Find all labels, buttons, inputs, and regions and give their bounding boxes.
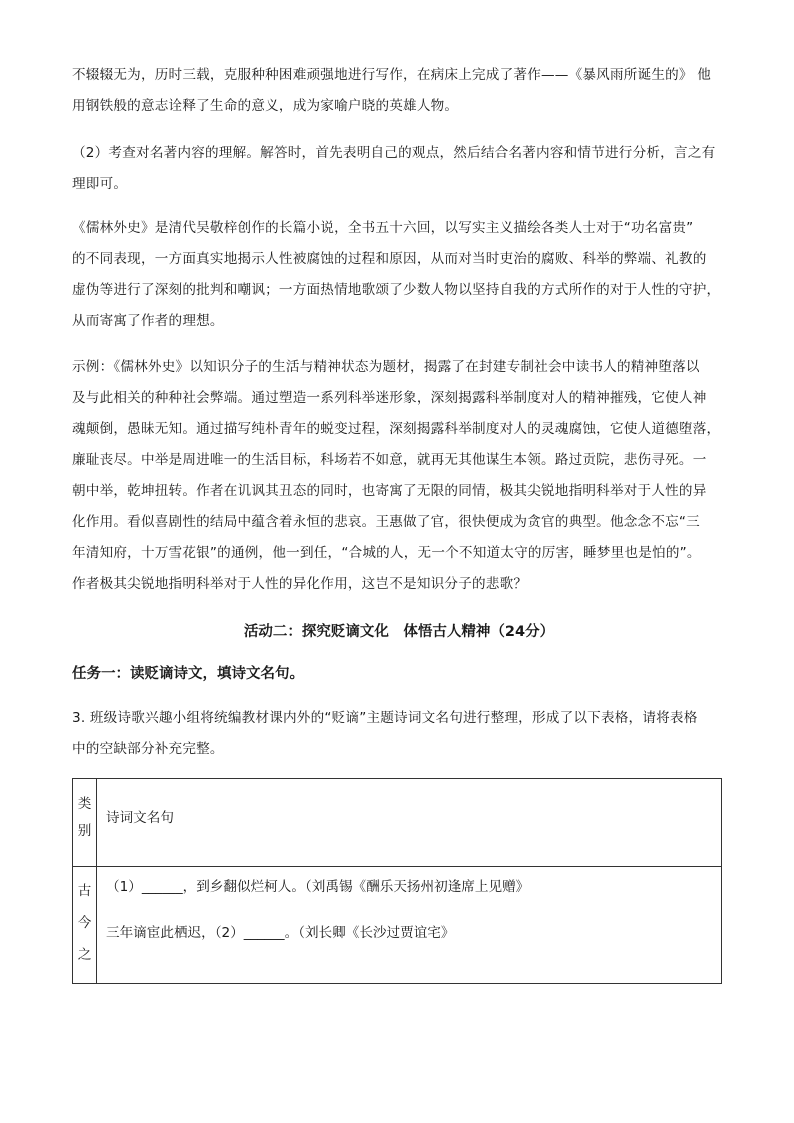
- table-header-row: [73, 779, 721, 867]
- text-char: 之: [77, 947, 92, 963]
- text-line: 不辍辍无为，历时三载，克服种种困难顽强地进行写作，在病床上完成了著作——《暴风雨所诞生的》 他: [72, 67, 712, 83]
- text-line: 年清知府，十万雪花银”的通例，他一到任，“合城的人，无一个不知道太守的厉害，睡梦里也是怕的”。: [72, 545, 701, 561]
- text-line: 《儒林外史》是清代吴敬梓创作的长篇小说，全书五十六回，以写实主义描绘各类人士对于“功名富贵”: [72, 220, 694, 236]
- verse-line-1: （1）______，到乡翻似烂柯人。（刘禹锡《酬乐天扬州初逢席上见赠》: [106, 879, 530, 895]
- text-line: 魂颠倒，愚昧无知。通过描写纯朴青年的蜕变过程，深刻揭露科举制度对人的灵魂腐蚀，它使人道德堕落，: [72, 421, 721, 437]
- task-heading: 任务一：读贬谪诗文，填诗文名句。: [72, 666, 304, 682]
- text-line: 虚伪等进行了深刻的批判和嘲讽；一方面热情地歌颂了少数人物以坚持自我的方式所作的对于人性的守护，: [72, 282, 721, 298]
- question-3: [72, 703, 726, 765]
- header-content-cell: 诗词文名句: [106, 810, 174, 826]
- text-line: 化作用。看似喜剧性的结局中蕴含着永恒的悲哀。王惠做了官，很快便成为贪官的典型。他念念不忘“三: [72, 514, 700, 530]
- text-line: 及与此相关的种种社会弊端。通过塑造一系列科举迷形象，深刻揭露科举制度对人的精神摧残，它使人神: [72, 390, 707, 406]
- poetry-table: [72, 778, 722, 984]
- text-line: 理即可。: [72, 176, 128, 192]
- text-char: 古: [77, 883, 92, 899]
- text-char: 类: [77, 796, 92, 812]
- text-line: 的不同表现，一方面真实地揭示人性被腐蚀的过程和原因，从而对当时吏治的腐败、科举的弊端、礼教的: [72, 251, 707, 267]
- verse-line-2: 三年谪宦此栖迟，（2）______。（刘长卿《长沙过贾谊宅》: [106, 925, 455, 941]
- row-category-cell: [73, 867, 97, 983]
- text-line: 朝中举，乾坤扭转。作者在讥讽其丑态的同时，也寄寓了无限的同情，极其尖锐地指明科举对于人性的异: [72, 483, 707, 499]
- header-category-cell: [73, 779, 97, 866]
- text-line: 廉耻丧尽。中举是周进唯一的生活目标，科场若不如意，就再无其他谋生本领。路过贡院，悲伤寻死。一: [72, 452, 707, 468]
- paragraph-example: [72, 352, 726, 600]
- text-line: （2）考查对名著内容的理解。解答时，首先表明自己的观点，然后结合名著内容和情节进行分析，言之有: [72, 145, 716, 161]
- text-line: 示例：《儒林外史》以知识分子的生活与精神状态为题材，揭露了在封建专制社会中读书人的精神堕落以: [72, 359, 700, 375]
- paragraph-rulin-intro: [72, 213, 726, 337]
- text-line: 从而寄寓了作者的理想。: [72, 313, 224, 329]
- text-line: 3. 班级诗歌兴趣小组将统编教材课内外的“贬谪”主题诗词文名句进行整理，形成了以下表格，请将表格: [72, 710, 698, 726]
- table-row: [73, 867, 721, 983]
- text-line: 用钢铁般的意志诠释了生命的意义，成为家喻户晓的英雄人物。: [72, 98, 459, 114]
- paragraph-answer-1: [72, 60, 726, 122]
- paragraph-answer-2: [72, 138, 726, 200]
- text-char: 今: [77, 915, 92, 931]
- text-line: 作者极其尖锐地指明科举对于人性的异化作用，这岂不是知识分子的悲歌？: [72, 576, 528, 592]
- text-char: 别: [77, 823, 92, 839]
- activity-heading: 活动二：探究贬谪文化 体悟古人精神（24分）: [243, 624, 555, 640]
- text-line: 中的空缺部分补充完整。: [72, 741, 224, 757]
